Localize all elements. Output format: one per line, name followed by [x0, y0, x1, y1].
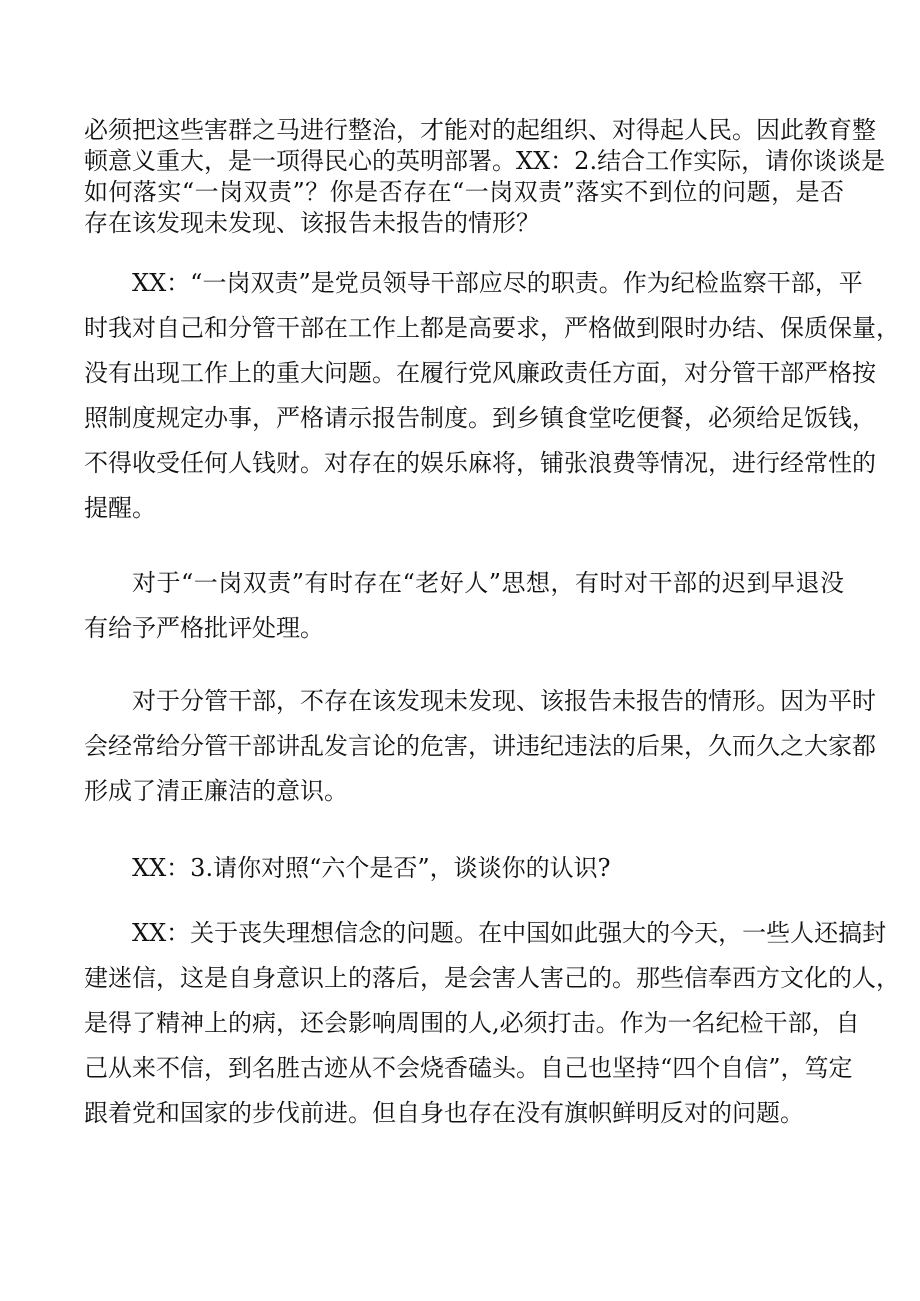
paragraph-4-line-2: 会经常给分管干部讲乱发言论的危害，讲违纪违法的后果，久而久之大家都 [84, 732, 876, 760]
paragraph-2-line-2: 时我对自己和分管干部在工作上都是高要求，严格做到限时办结、保质保量， [84, 314, 900, 342]
paragraph-4-line-1: 对于分管干部，不存在该发现未发现、该报告未报告的情形。因为平时 [132, 687, 876, 715]
paragraph-3-line-2: 有给予严格批评处理。 [84, 614, 324, 642]
paragraph-6-line-1: XX：关于丧失理想信念的问题。在中国如此强大的今天，一些人还搞封 [132, 919, 887, 947]
paragraph-6-line-5: 跟着党和国家的步伐前进。但自身也存在没有旗帜鲜明反对的问题。 [84, 1099, 804, 1127]
paragraph-1-line-3: 如何落实“一岗双责”？你是否存在“一岗双责”落实不到位的问题，是否 [84, 178, 844, 206]
paragraph-6-line-4: 己从来不信，到名胜古迹从不会烧香磕头。自己也坚持“四个自信”，笃定 [84, 1054, 853, 1082]
paragraph-2-line-4: 照制度规定办事，严格请示报告制度。到乡镇食堂吃便餐，必须给足饭钱， [84, 404, 876, 432]
paragraph-2-line-3: 没有出现工作上的重大问题。在履行党风廉政责任方面，对分管干部严格按 [84, 359, 876, 387]
question-3: XX：3.请你对照“六个是否”，谈谈你的认识? [132, 854, 611, 882]
paragraph-1-line-2: 顿意义重大，是一项得民心的英明部署。XX：2.结合工作实际，请你谈谈是 [84, 147, 886, 175]
paragraph-2-line-1: XX：“一岗双责”是党员领导干部应尽的职责。作为纪检监察干部，平 [132, 269, 863, 297]
paragraph-2-line-5: 不得收受任何人钱财。对存在的娱乐麻将，铺张浪费等情况，进行经常性的 [84, 449, 876, 477]
paragraph-1-line-1: 必须把这些害群之马进行整治，才能对的起组织、对得起人民。因此教育整 [84, 116, 876, 144]
paragraph-6-line-3: 是得了精神上的病，还会影响周围的人,必须打击。作为一名纪检干部，自 [84, 1009, 860, 1037]
paragraph-2-line-6: 提醒。 [84, 494, 156, 522]
paragraph-3-line-1: 对于“一岗双责”有时存在“老好人”思想，有时对干部的迟到早退没 [132, 569, 844, 597]
paragraph-1-line-4: 存在该发现未发现、该报告未报告的情形？ [84, 209, 540, 237]
paragraph-4-line-3: 形成了清正廉洁的意识。 [84, 777, 348, 805]
paragraph-6-line-2: 建迷信，这是自身意识上的落后，是会害人害己的。那些信奉西方文化的人， [84, 964, 900, 992]
